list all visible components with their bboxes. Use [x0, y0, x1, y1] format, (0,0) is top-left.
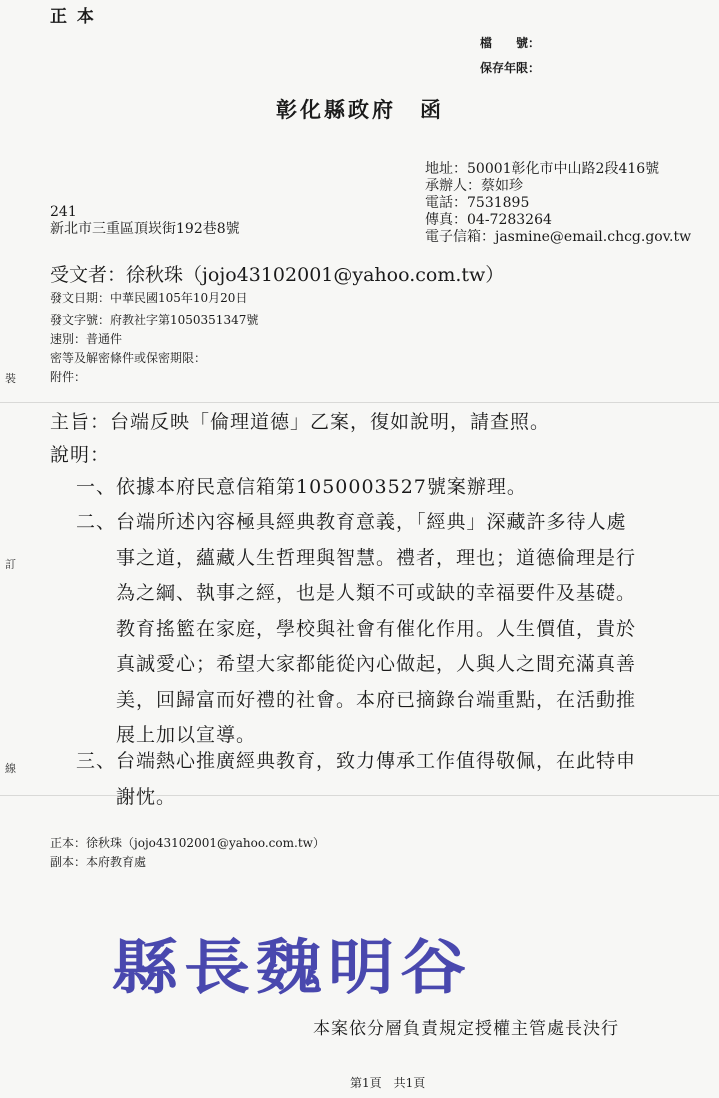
item-line: 事之道，蘊藏人生哲理與智慧。禮者，理也；道德倫理是行 [116, 546, 637, 569]
delegation-note: 本案依分層負責規定授權主管處長決行 [313, 1019, 619, 1039]
sender-fax: 傳真：04-7283264 [425, 212, 552, 228]
item-number: 二、 [76, 511, 117, 533]
explanation-heading: 說明： [50, 444, 111, 466]
item-line: 台端所述內容極具經典教育意義，「經典」深藏許多待人處 [116, 511, 627, 533]
postal-code: 241 [50, 204, 77, 220]
sender-address: 地址：50001彰化市中山路2段416號 [425, 161, 660, 177]
recipient-street: 新北市三重區頂崁街192巷8號 [50, 221, 240, 237]
secrecy-level: 密等及解密條件或保密期限： [50, 351, 207, 365]
sender-contact: 承辦人：蔡如珍 [425, 178, 523, 194]
item-line: 真誠愛心；希望大家都能從內心做起，人與人之間充滿真善 [116, 653, 637, 675]
document-title: 彰化縣政府 函 [276, 97, 444, 122]
sender-phone: 電話：7531895 [425, 195, 530, 211]
speed-class: 速別：普通件 [50, 332, 123, 346]
explanation-item-2 [76, 505, 636, 754]
binding-mark: 裝 [5, 372, 16, 385]
item-line: 教育搖籃在家庭，學校與社會有催化作用。人生價值，貴於 [116, 617, 637, 640]
issue-date: 發文日期：中華民國105年10月20日 [50, 291, 248, 305]
item-line: 展上加以宣導。 [116, 724, 257, 746]
binding-mark: 訂 [5, 558, 16, 571]
binding-mark: 線 [5, 762, 16, 775]
signature-stamp: 縣長魏明谷 [112, 932, 472, 1003]
recipient: 受文者：徐秋珠（jojo43102001@yahoo.com.tw） [50, 264, 505, 286]
page-footer: 第1頁 共1頁 [350, 1076, 426, 1090]
subject: 主旨：台端反映「倫理道德」乙案，復如說明，請查照。 [50, 411, 551, 433]
file-number-label: 檔 號： [480, 36, 541, 50]
document-number: 發文字號：府教社字第1050351347號 [50, 313, 259, 327]
explanation-item-3 [76, 744, 636, 815]
sender-email: 電子信箱：jasmine@email.chcg.gov.tw [425, 229, 692, 245]
fold-line [0, 402, 719, 403]
item-line: 為之綱、執事之經，也是人類不可或缺的幸福要件及基礎。 [116, 582, 637, 604]
item-number: 一、 [76, 476, 117, 498]
explanation-item-1 [76, 470, 527, 506]
item-line: 台端熱心推廣經典教育，致力傳承工作值得敬佩，在此特申 [116, 750, 637, 772]
original-recipient: 正本：徐秋珠（jojo43102001@yahoo.com.tw） [50, 836, 325, 850]
item-line: 謝忱。 [116, 785, 177, 808]
item-line: 美，回歸富而好禮的社會。本府已摘錄台端重點，在活動推 [116, 688, 637, 711]
item-number: 三、 [76, 750, 117, 772]
copy-recipient: 副本：本府教育處 [50, 855, 147, 869]
copy-type-label: 正 本 [50, 7, 96, 27]
item-line: 依據本府民意信箱第1050003527號案辦理。 [116, 476, 527, 498]
retention-label: 保存年限： [480, 61, 541, 75]
attachment: 附件： [50, 370, 87, 384]
